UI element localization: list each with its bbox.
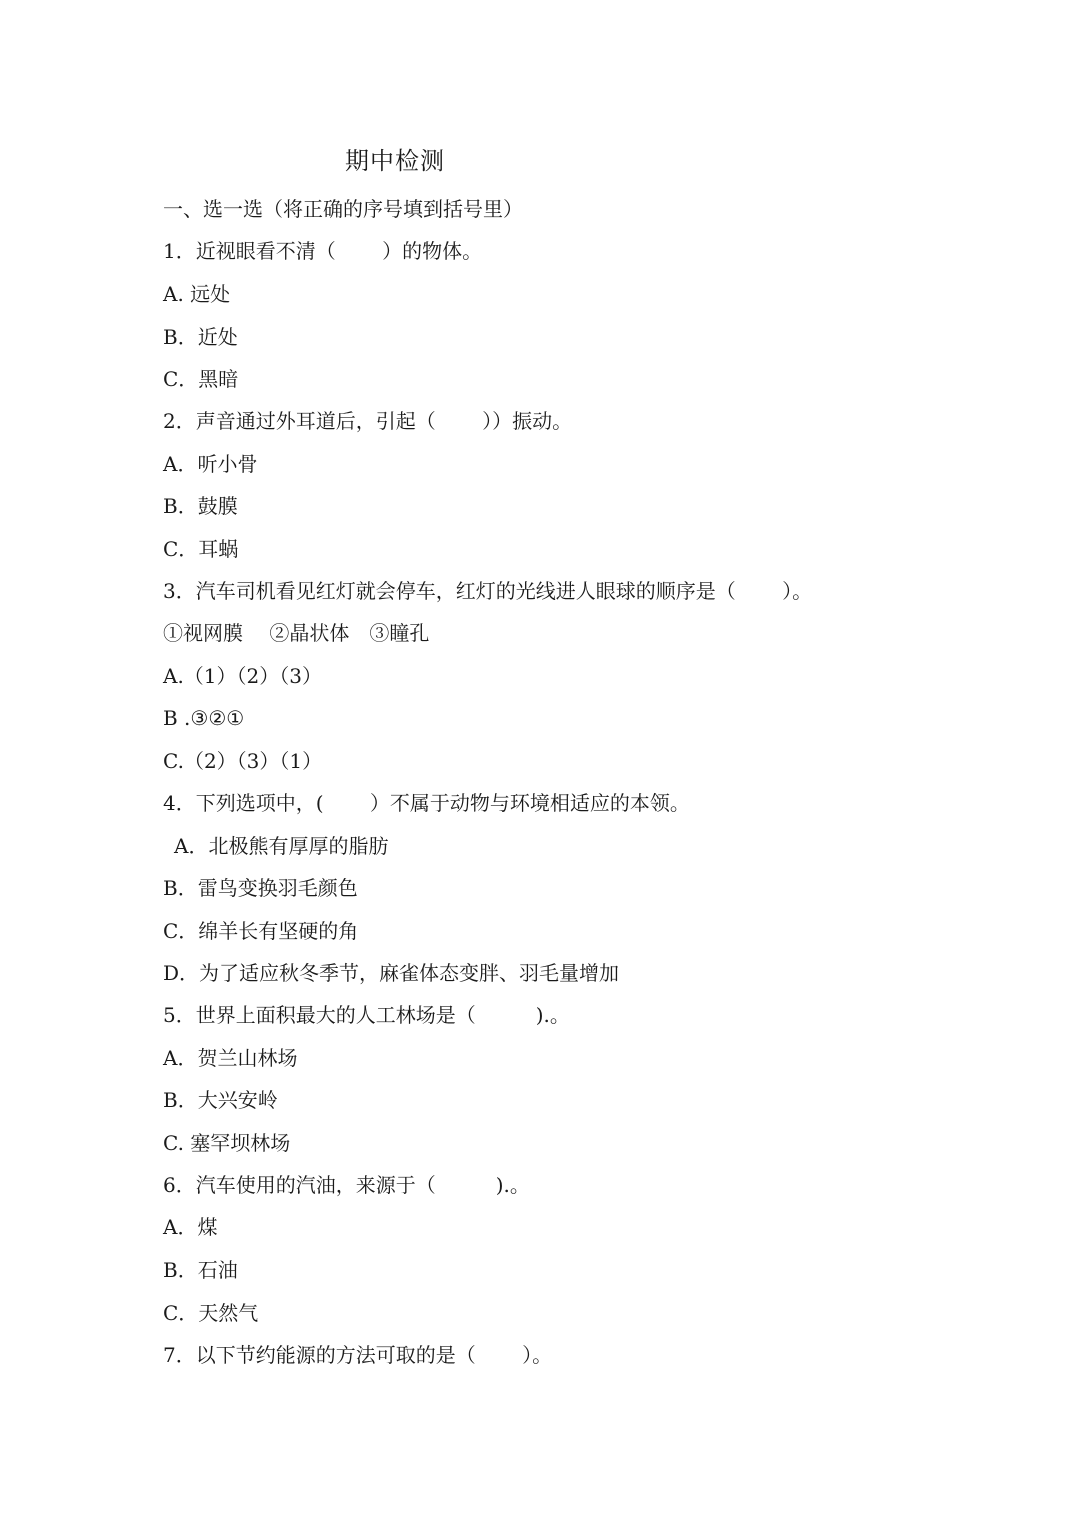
question-2-option-a: A．听小骨 bbox=[163, 452, 258, 476]
question-3-stem: 3．汽车司机看见红灯就会停车，红灯的光线进人眼球的顺序是（ ）。 bbox=[163, 579, 813, 603]
question-6-option-a: A．煤 bbox=[163, 1215, 218, 1239]
question-5-option-a: A．贺兰山林场 bbox=[163, 1046, 298, 1070]
question-2-option-c: C．耳蜗 bbox=[163, 537, 239, 561]
question-6-stem: 6．汽车使用的汽油，来源于（ ).。 bbox=[163, 1173, 530, 1197]
question-2-option-b: B．鼓膜 bbox=[163, 494, 238, 518]
section-heading: 一、选一选（将正确的序号填到括号里） bbox=[163, 197, 523, 221]
question-3-option-b: B .③②① bbox=[163, 706, 245, 730]
question-1-option-b: B．近处 bbox=[163, 325, 238, 349]
question-4-stem: 4．下列选项中，( ）不属于动物与环境相适应的本领。 bbox=[163, 791, 690, 815]
question-4-option-d: D．为了适应秋冬季节，麻雀体态变胖、羽毛量增加 bbox=[163, 961, 620, 985]
question-5-stem: 5．世界上面积最大的人工林场是（ ).。 bbox=[163, 1003, 570, 1027]
question-6-option-b: B．石油 bbox=[163, 1258, 238, 1282]
question-5-option-b: B．大兴安岭 bbox=[163, 1088, 278, 1112]
question-3-option-c: C.（2）（3）（1） bbox=[163, 749, 323, 773]
question-1-option-c: C．黑暗 bbox=[163, 367, 239, 391]
question-7-stem: 7．以下节约能源的方法可取的是（ ）。 bbox=[163, 1343, 553, 1367]
question-6-option-c: C．天然气 bbox=[163, 1301, 259, 1325]
question-4-option-a: A．北极熊有厚厚的脂肪 bbox=[174, 834, 389, 858]
question-1-stem: 1．近视眼看不清（ ）的物体。 bbox=[163, 239, 483, 263]
question-4-option-b: B．雷鸟变换羽毛颜色 bbox=[163, 876, 358, 900]
question-2-stem: 2．声音通过外耳道后，引起（ ））振动。 bbox=[163, 409, 573, 433]
question-3-option-a: A.（1）（2）（3） bbox=[163, 664, 322, 688]
question-5-option-c: C. 塞罕坝林场 bbox=[163, 1131, 291, 1155]
page-title: 期中检测 bbox=[345, 147, 445, 175]
question-1-option-a: A. 远处 bbox=[163, 282, 231, 306]
question-3-sequence: ①视网膜 ②晶状体 ③瞳孔 bbox=[163, 621, 430, 645]
question-4-option-c: C．绵羊长有坚硬的角 bbox=[163, 919, 359, 943]
